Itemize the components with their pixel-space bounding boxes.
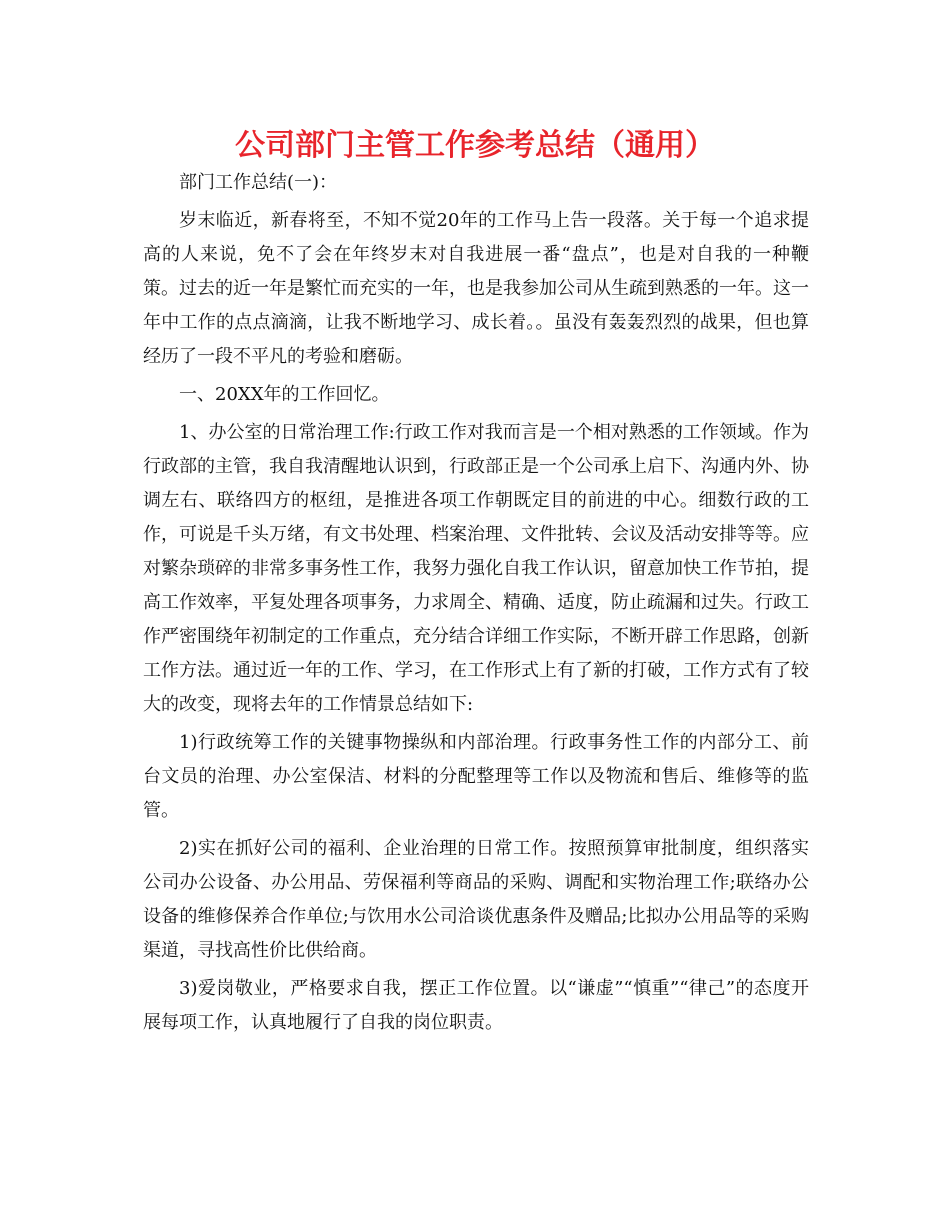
paragraph-item-3: 3)爱岗敬业，严格要求自我，摆正工作位置。以“谦虚”“慎重”“律己”的态度开展每项工作，认真地履行了自我的岗位职责。 — [143, 978, 809, 1033]
paragraph-section-heading: 部门工作总结(一)： — [179, 172, 338, 193]
document-body — [143, 166, 809, 1044]
paragraph-office-management: 1、办公室的日常治理工作:行政工作对我而言是一个相对熟悉的工作领域。作为行政部的主管，我自我清醒地认识到，行政部正是一个公司承上启下、沟通内外、协调左右、联络四方的枢纽，是推进各项工作朝既定目的前进的中心。细数行政的工作，可说是千头万绪，有文书处理、档案治理、文件批转、会议及活动安排等等。应对繁杂琐碎的非常多事务性工作，我努力强化自我工作认识，留意加快工作节拍，提高工作效率，平复处理各项事务，力求周全、精确、适度，防止疏漏和过失。行政工作严密围绕年初制定的工作重点，充分结合详细工作实际，不断开辟工作思路，创新工作方法。通过近一年的工作、学习，在工作形式上有了新的打破，工作方式有了较大的改变，现将去年的工作情景总结如下: — [143, 422, 809, 715]
document-title: 公司部门主管工作参考总结（通用） — [235, 128, 715, 163]
paragraph-intro: 岁末临近，新春将至，不知不觉20年的工作马上告一段落。关于每一个追求提高的人来说，免不了会在年终岁末对自我进展一番“盘点”，也是对自我的一种鞭策。过去的近一年是繁忙而充实的一年，也是我参加公司从生疏到熟悉的一年。这一年中工作的点点滴滴，让我不断地学习、成长着。。虽没有轰轰烈烈的战果，但也算经历了一段不平凡的考验和磨砺。 — [143, 210, 809, 367]
paragraph-item-2: 2)实在抓好公司的福利、企业治理的日常工作。按照预算审批制度，组织落实公司办公设备、办公用品、劳保福利等商品的采购、调配和实物治理工作;联络办公设备的维修保养合作单位;与饮用水公司洽谈优惠条件及赠品;比拟办公用品等的采购渠道，寻找高性价比供给商。 — [143, 838, 809, 961]
paragraph-review-heading: 一、20XX年的工作回忆。 — [179, 384, 390, 405]
paragraph-item-1: 1)行政统筹工作的关键事物操纵和内部治理。行政事务性工作的内部分工、前台文员的治理、办公室保洁、材料的分配整理等工作以及物流和售后、维修等的监管。 — [143, 732, 809, 821]
